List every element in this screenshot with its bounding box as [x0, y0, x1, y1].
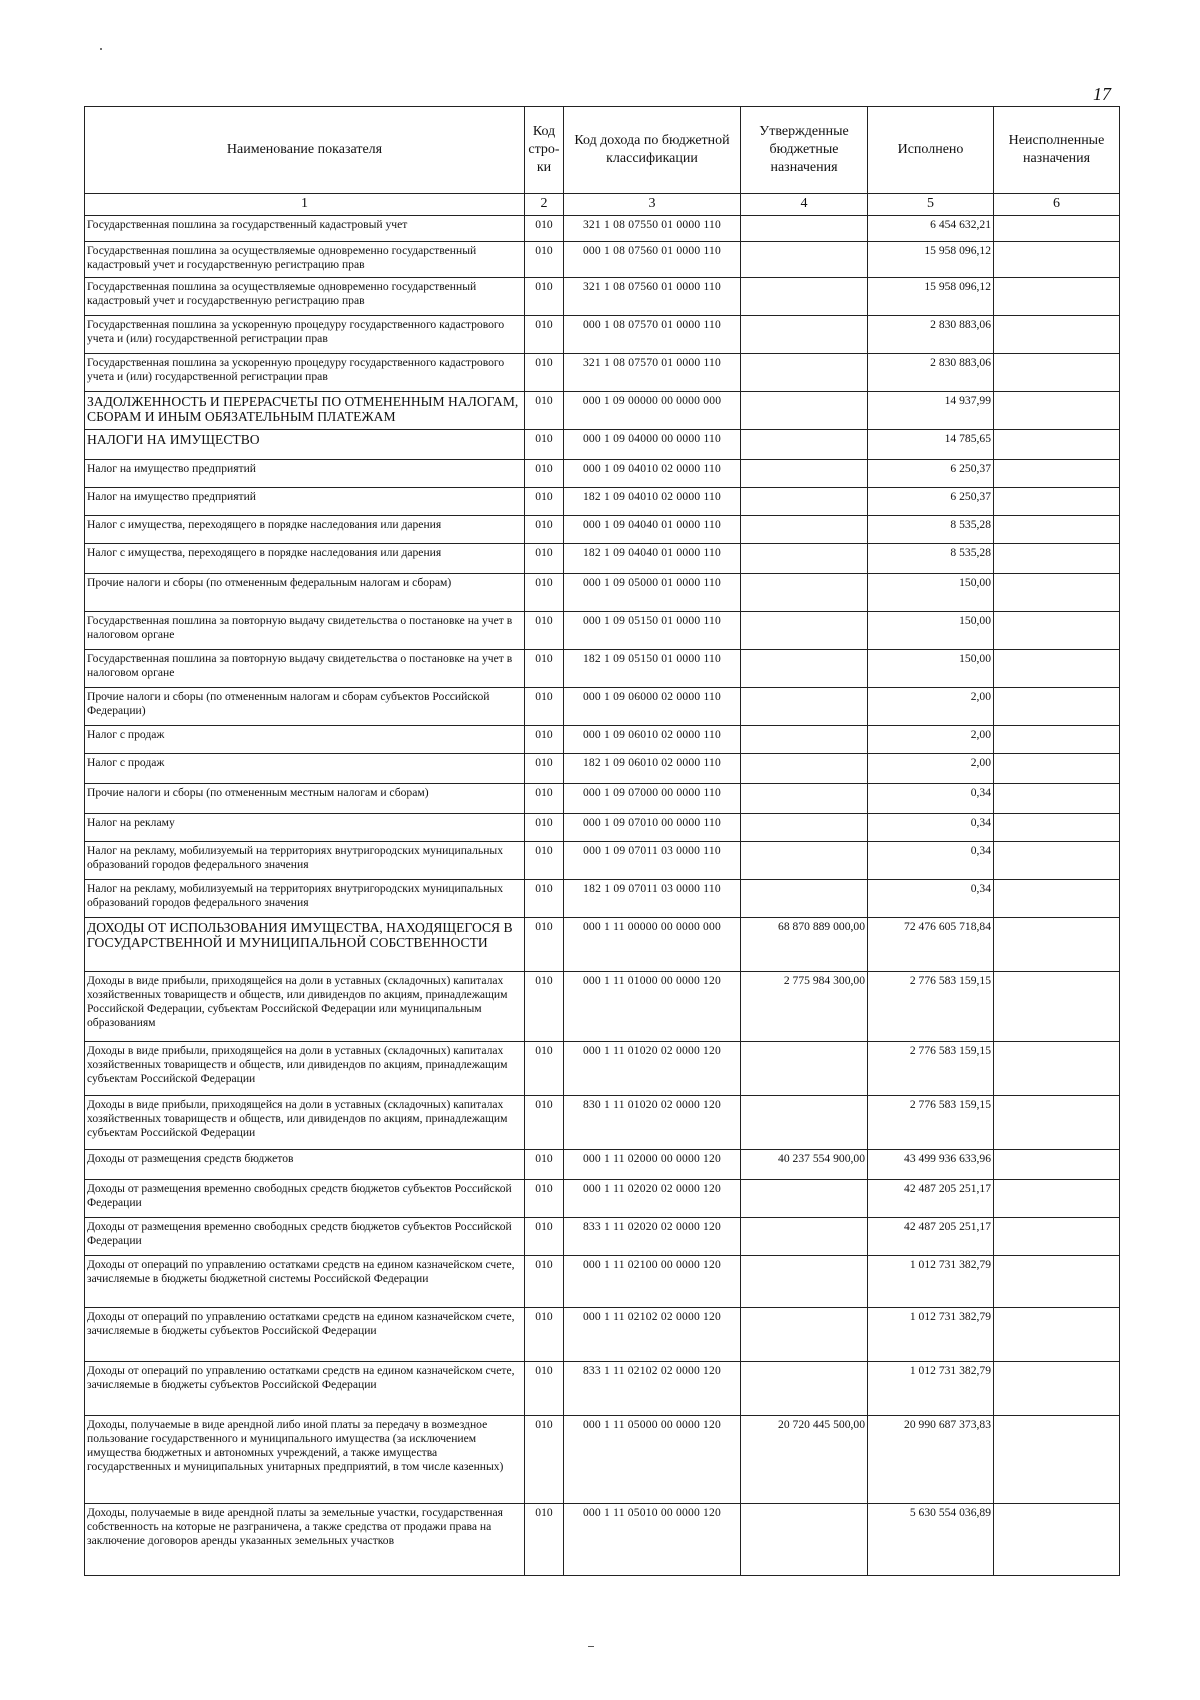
row-approved-amount: [741, 1217, 868, 1255]
col-header-approved: Утвержденные бюджетные назначения: [741, 107, 868, 194]
row-executed-amount: 6 454 632,21: [868, 215, 994, 241]
row-executed-amount: 1 012 731 382,79: [868, 1361, 994, 1415]
row-unexecuted-amount: [994, 487, 1120, 515]
row-executed-amount: 2,00: [868, 753, 994, 783]
row-approved-amount: 2 775 984 300,00: [741, 971, 868, 1041]
row-executed-amount: 2,00: [868, 725, 994, 753]
row-executed-amount: 5 630 554 036,89: [868, 1503, 994, 1575]
row-name: Государственная пошлина за повторную выдачу свидетельства о постановке на учет в налоговом органе: [85, 649, 525, 687]
table-body: [85, 215, 1120, 1575]
row-name: ЗАДОЛЖЕННОСТЬ И ПЕРЕРАСЧЕТЫ ПО ОТМЕНЕННЫМ НАЛОГАМ, СБОРАМ И ИНЫМ ОБЯЗАТЕЛЬНЫМ ПЛАТЕЖАМ: [85, 391, 525, 429]
row-approved-amount: [741, 315, 868, 353]
row-unexecuted-amount: [994, 917, 1120, 971]
row-kbk-code: 000 1 11 00000 00 0000 000: [564, 917, 741, 971]
row-unexecuted-amount: [994, 879, 1120, 917]
row-approved-amount: [741, 783, 868, 813]
table-row: [85, 429, 1120, 459]
row-approved-amount: [741, 1361, 868, 1415]
row-approved-amount: [741, 753, 868, 783]
row-name: Доходы от операций по управлению остатками средств на едином казначейском счете, зачисляемые в бюджеты бюджетной системы Российской Федерации: [85, 1255, 525, 1307]
row-line-code: 010: [525, 917, 564, 971]
row-executed-amount: 0,34: [868, 783, 994, 813]
row-kbk-code: 000 1 11 02100 00 0000 120: [564, 1255, 741, 1307]
row-executed-amount: 150,00: [868, 649, 994, 687]
row-executed-amount: 72 476 605 718,84: [868, 917, 994, 971]
row-kbk-code: 000 1 11 01020 02 0000 120: [564, 1041, 741, 1095]
col-header-line-code: Код стро- ки: [525, 107, 564, 194]
row-line-code: 010: [525, 573, 564, 611]
table-row: [85, 1255, 1120, 1307]
table-row: [85, 1415, 1120, 1503]
row-kbk-code: 321 1 08 07570 01 0000 110: [564, 353, 741, 391]
row-name: Налог с имущества, переходящего в порядке наследования или дарения: [85, 543, 525, 573]
row-name: Государственная пошлина за государственный кадастровый учет: [85, 215, 525, 241]
row-executed-amount: 6 250,37: [868, 459, 994, 487]
row-unexecuted-amount: [994, 783, 1120, 813]
row-executed-amount: 15 958 096,12: [868, 241, 994, 277]
row-line-code: 010: [525, 841, 564, 879]
row-executed-amount: 150,00: [868, 573, 994, 611]
table-row: [85, 753, 1120, 783]
row-unexecuted-amount: [994, 1503, 1120, 1575]
col-number: 3: [564, 194, 741, 216]
row-approved-amount: [741, 543, 868, 573]
col-header-kbk: Код дохода по бюджетной классификации: [564, 107, 741, 194]
row-name: Доходы в виде прибыли, приходящейся на доли в уставных (складочных) капиталах хозяйственных товариществ и обществ, или дивидендов по акциям, принадлежащим Российской Федерации, субъектам Российской Федерации или муниципальным образованиям: [85, 971, 525, 1041]
page-number: 17: [1093, 84, 1111, 104]
row-unexecuted-amount: [994, 1307, 1120, 1361]
row-unexecuted-amount: [994, 649, 1120, 687]
row-approved-amount: [741, 459, 868, 487]
row-unexecuted-amount: [994, 841, 1120, 879]
row-approved-amount: 68 870 889 000,00: [741, 917, 868, 971]
table-row: [85, 573, 1120, 611]
row-kbk-code: 833 1 11 02102 02 0000 120: [564, 1361, 741, 1415]
row-kbk-code: 321 1 08 07550 01 0000 110: [564, 215, 741, 241]
row-unexecuted-amount: [994, 1179, 1120, 1217]
row-executed-amount: 42 487 205 251,17: [868, 1217, 994, 1255]
row-approved-amount: [741, 391, 868, 429]
row-executed-amount: 2 830 883,06: [868, 353, 994, 391]
row-unexecuted-amount: [994, 277, 1120, 315]
row-line-code: 010: [525, 1503, 564, 1575]
table-row: [85, 783, 1120, 813]
row-line-code: 010: [525, 241, 564, 277]
row-line-code: 010: [525, 725, 564, 753]
table-row: [85, 1149, 1120, 1179]
row-name: Государственная пошлина за ускоренную процедуру государственного кадастрового учета и (или) государственной регистрации прав: [85, 353, 525, 391]
row-line-code: 010: [525, 783, 564, 813]
row-approved-amount: [741, 813, 868, 841]
row-unexecuted-amount: [994, 353, 1120, 391]
table-row: [85, 215, 1120, 241]
col-number: 2: [525, 194, 564, 216]
row-approved-amount: [741, 429, 868, 459]
table-row: [85, 813, 1120, 841]
row-line-code: 010: [525, 429, 564, 459]
row-kbk-code: 000 1 09 06000 02 0000 110: [564, 687, 741, 725]
row-line-code: 010: [525, 1179, 564, 1217]
row-kbk-code: 000 1 11 02000 00 0000 120: [564, 1149, 741, 1179]
row-unexecuted-amount: [994, 315, 1120, 353]
row-kbk-code: 000 1 09 00000 00 0000 000: [564, 391, 741, 429]
row-line-code: 010: [525, 215, 564, 241]
budget-revenue-table: [84, 106, 1120, 1576]
row-kbk-code: 000 1 09 05150 01 0000 110: [564, 611, 741, 649]
row-approved-amount: [741, 1095, 868, 1149]
row-kbk-code: 000 1 09 07000 00 0000 110: [564, 783, 741, 813]
row-line-code: 010: [525, 1217, 564, 1255]
row-name: Налог с продаж: [85, 725, 525, 753]
table-row: [85, 1041, 1120, 1095]
row-executed-amount: 14 785,65: [868, 429, 994, 459]
row-line-code: 010: [525, 391, 564, 429]
row-line-code: 010: [525, 649, 564, 687]
row-line-code: 010: [525, 315, 564, 353]
row-kbk-code: 000 1 09 05000 01 0000 110: [564, 573, 741, 611]
col-number: 6: [994, 194, 1120, 216]
row-executed-amount: 0,34: [868, 813, 994, 841]
table-row: [85, 353, 1120, 391]
row-line-code: 010: [525, 353, 564, 391]
row-unexecuted-amount: [994, 391, 1120, 429]
table-row: [85, 1361, 1120, 1415]
table-row: [85, 391, 1120, 429]
row-name: ДОХОДЫ ОТ ИСПОЛЬЗОВАНИЯ ИМУЩЕСТВА, НАХОДЯЩЕГОСЯ В ГОСУДАРСТВЕННОЙ И МУНИЦИПАЛЬНОЙ СОБСТВЕННОСТИ: [85, 917, 525, 971]
table-row: [85, 971, 1120, 1041]
table-row: [85, 277, 1120, 315]
table-row: [85, 487, 1120, 515]
row-name: Государственная пошлина за повторную выдачу свидетельства о постановке на учет в налоговом органе: [85, 611, 525, 649]
row-unexecuted-amount: [994, 1041, 1120, 1095]
row-line-code: 010: [525, 515, 564, 543]
table-row: [85, 611, 1120, 649]
row-line-code: 010: [525, 753, 564, 783]
row-name: Прочие налоги и сборы (по отмененным местным налогам и сборам): [85, 783, 525, 813]
row-name: Доходы, получаемые в виде арендной либо иной платы за передачу в возмездное пользование государственного и муниципального имущества (за исключением имущества бюджетных и автономных учреждений, а также имущества государственных и муниципальных унитарных предприятий, в том числе казенных): [85, 1415, 525, 1503]
row-line-code: 010: [525, 687, 564, 725]
row-kbk-code: 182 1 09 05150 01 0000 110: [564, 649, 741, 687]
row-unexecuted-amount: [994, 573, 1120, 611]
table-row: [85, 879, 1120, 917]
row-unexecuted-amount: [994, 1217, 1120, 1255]
row-kbk-code: 000 1 09 04040 01 0000 110: [564, 515, 741, 543]
row-kbk-code: 000 1 09 06010 02 0000 110: [564, 725, 741, 753]
row-executed-amount: 2 776 583 159,15: [868, 1095, 994, 1149]
table-row: [85, 515, 1120, 543]
row-executed-amount: 2,00: [868, 687, 994, 725]
row-executed-amount: 1 012 731 382,79: [868, 1255, 994, 1307]
row-name: Доходы от операций по управлению остатками средств на едином казначейском счете, зачисляемые в бюджеты субъектов Российской Федерации: [85, 1361, 525, 1415]
row-name: Государственная пошлина за ускоренную процедуру государственного кадастрового учета и (или) государственной регистрации прав: [85, 315, 525, 353]
row-executed-amount: 2 776 583 159,15: [868, 1041, 994, 1095]
col-header-name: Наименование показателя: [85, 107, 525, 194]
row-executed-amount: 43 499 936 633,96: [868, 1149, 994, 1179]
row-executed-amount: 15 958 096,12: [868, 277, 994, 315]
row-line-code: 010: [525, 1415, 564, 1503]
col-number: 4: [741, 194, 868, 216]
row-kbk-code: 000 1 09 07011 03 0000 110: [564, 841, 741, 879]
row-name: Налог с имущества, переходящего в порядке наследования или дарения: [85, 515, 525, 543]
row-line-code: 010: [525, 487, 564, 515]
row-name: Доходы от размещения временно свободных средств бюджетов субъектов Российской Федерации: [85, 1217, 525, 1255]
row-executed-amount: 14 937,99: [868, 391, 994, 429]
row-name: Доходы от операций по управлению остатками средств на едином казначейском счете, зачисляемые в бюджеты субъектов Российской Федерации: [85, 1307, 525, 1361]
row-name: Доходы в виде прибыли, приходящейся на доли в уставных (складочных) капиталах хозяйственных товариществ и обществ, или дивидендов по акциям, принадлежащим субъектам Российской Федерации: [85, 1095, 525, 1149]
row-unexecuted-amount: [994, 1255, 1120, 1307]
row-kbk-code: 000 1 09 07010 00 0000 110: [564, 813, 741, 841]
row-unexecuted-amount: [994, 543, 1120, 573]
row-approved-amount: 40 237 554 900,00: [741, 1149, 868, 1179]
table-row: [85, 687, 1120, 725]
row-name: Налог на рекламу: [85, 813, 525, 841]
row-name: Налог с продаж: [85, 753, 525, 783]
row-name: Прочие налоги и сборы (по отмененным федеральным налогам и сборам): [85, 573, 525, 611]
row-line-code: 010: [525, 971, 564, 1041]
row-approved-amount: [741, 1307, 868, 1361]
row-executed-amount: 2 776 583 159,15: [868, 971, 994, 1041]
table-row: [85, 459, 1120, 487]
row-approved-amount: [741, 879, 868, 917]
table-row: [85, 1095, 1120, 1149]
row-approved-amount: [741, 1041, 868, 1095]
row-name: Прочие налоги и сборы (по отмененным налогам и сборам субъектов Российской Федерации): [85, 687, 525, 725]
row-name: Доходы от размещения временно свободных средств бюджетов субъектов Российской Федерации: [85, 1179, 525, 1217]
row-kbk-code: 830 1 11 01020 02 0000 120: [564, 1095, 741, 1149]
row-executed-amount: 20 990 687 373,83: [868, 1415, 994, 1503]
row-executed-amount: 8 535,28: [868, 515, 994, 543]
row-executed-amount: 42 487 205 251,17: [868, 1179, 994, 1217]
row-approved-amount: [741, 611, 868, 649]
row-line-code: 010: [525, 1041, 564, 1095]
col-number: 1: [85, 194, 525, 216]
row-kbk-code: 833 1 11 02020 02 0000 120: [564, 1217, 741, 1255]
row-unexecuted-amount: [994, 687, 1120, 725]
table-row: [85, 1217, 1120, 1255]
table-header-row: [85, 107, 1120, 194]
row-line-code: 010: [525, 1149, 564, 1179]
column-number-row: [85, 194, 1120, 216]
row-unexecuted-amount: [994, 725, 1120, 753]
row-unexecuted-amount: [994, 1361, 1120, 1415]
row-name: Государственная пошлина за осуществляемые одновременно государственный кадастровый учет и государственную регистрацию прав: [85, 277, 525, 315]
row-approved-amount: [741, 841, 868, 879]
row-approved-amount: [741, 515, 868, 543]
row-unexecuted-amount: [994, 515, 1120, 543]
row-name: Налог на рекламу, мобилизуемый на территориях внутригородских муниципальных образований городов федерального значения: [85, 879, 525, 917]
row-kbk-code: 000 1 11 02020 02 0000 120: [564, 1179, 741, 1217]
row-kbk-code: 000 1 08 07560 01 0000 110: [564, 241, 741, 277]
row-name: Налог на рекламу, мобилизуемый на территориях внутригородских муниципальных образований городов федерального значения: [85, 841, 525, 879]
col-header-unexecuted: Неисполненные назначения: [994, 107, 1120, 194]
row-unexecuted-amount: [994, 241, 1120, 277]
row-kbk-code: 000 1 11 05010 00 0000 120: [564, 1503, 741, 1575]
scan-speck: [588, 1646, 594, 1647]
row-kbk-code: 000 1 11 02102 02 0000 120: [564, 1307, 741, 1361]
table-row: [85, 543, 1120, 573]
row-unexecuted-amount: [994, 611, 1120, 649]
row-approved-amount: [741, 1179, 868, 1217]
row-line-code: 010: [525, 1361, 564, 1415]
row-approved-amount: [741, 1255, 868, 1307]
row-line-code: 010: [525, 611, 564, 649]
row-unexecuted-amount: [994, 429, 1120, 459]
row-line-code: 010: [525, 1095, 564, 1149]
row-line-code: 010: [525, 1307, 564, 1361]
scan-speck: [100, 48, 102, 50]
table-row: [85, 917, 1120, 971]
row-line-code: 010: [525, 879, 564, 917]
row-approved-amount: [741, 687, 868, 725]
row-kbk-code: 000 1 11 05000 00 0000 120: [564, 1415, 741, 1503]
row-line-code: 010: [525, 459, 564, 487]
row-unexecuted-amount: [994, 753, 1120, 783]
row-approved-amount: [741, 215, 868, 241]
col-number: 5: [868, 194, 994, 216]
row-line-code: 010: [525, 813, 564, 841]
row-executed-amount: 0,34: [868, 841, 994, 879]
row-executed-amount: 0,34: [868, 879, 994, 917]
row-unexecuted-amount: [994, 459, 1120, 487]
row-kbk-code: 182 1 09 06010 02 0000 110: [564, 753, 741, 783]
row-executed-amount: 8 535,28: [868, 543, 994, 573]
row-kbk-code: 182 1 09 04040 01 0000 110: [564, 543, 741, 573]
row-unexecuted-amount: [994, 813, 1120, 841]
row-approved-amount: [741, 725, 868, 753]
row-kbk-code: 000 1 09 04010 02 0000 110: [564, 459, 741, 487]
row-line-code: 010: [525, 277, 564, 315]
row-unexecuted-amount: [994, 1415, 1120, 1503]
row-approved-amount: [741, 353, 868, 391]
row-kbk-code: 000 1 11 01000 00 0000 120: [564, 971, 741, 1041]
row-executed-amount: 2 830 883,06: [868, 315, 994, 353]
col-header-executed: Исполнено: [868, 107, 994, 194]
row-approved-amount: [741, 277, 868, 315]
row-unexecuted-amount: [994, 1149, 1120, 1179]
row-kbk-code: 000 1 08 07570 01 0000 110: [564, 315, 741, 353]
row-approved-amount: [741, 573, 868, 611]
row-kbk-code: 182 1 09 04010 02 0000 110: [564, 487, 741, 515]
row-name: Доходы от размещения средств бюджетов: [85, 1149, 525, 1179]
row-name: Государственная пошлина за осуществляемые одновременно государственный кадастровый учет и государственную регистрацию прав: [85, 241, 525, 277]
row-approved-amount: [741, 487, 868, 515]
row-line-code: 010: [525, 543, 564, 573]
table-row: [85, 1307, 1120, 1361]
row-executed-amount: 6 250,37: [868, 487, 994, 515]
row-kbk-code: 182 1 09 07011 03 0000 110: [564, 879, 741, 917]
row-name: НАЛОГИ НА ИМУЩЕСТВО: [85, 429, 525, 459]
row-kbk-code: 000 1 09 04000 00 0000 110: [564, 429, 741, 459]
row-executed-amount: 150,00: [868, 611, 994, 649]
row-approved-amount: [741, 649, 868, 687]
row-unexecuted-amount: [994, 1095, 1120, 1149]
row-line-code: 010: [525, 1255, 564, 1307]
table-row: [85, 315, 1120, 353]
row-name: Налог на имущество предприятий: [85, 487, 525, 515]
row-approved-amount: [741, 1503, 868, 1575]
row-unexecuted-amount: [994, 215, 1120, 241]
row-name: Доходы в виде прибыли, приходящейся на доли в уставных (складочных) капиталах хозяйственных товариществ и обществ, или дивидендов по акциям, принадлежащим субъектам Российской Федерации: [85, 1041, 525, 1095]
row-name: Доходы, получаемые в виде арендной платы за земельные участки, государственная собственность на которые не разграничена, а также средства от продажи права на заключение договоров аренды указанных земельных участков: [85, 1503, 525, 1575]
table-row: [85, 841, 1120, 879]
row-approved-amount: [741, 241, 868, 277]
row-name: Налог на имущество предприятий: [85, 459, 525, 487]
row-unexecuted-amount: [994, 971, 1120, 1041]
table-row: [85, 1179, 1120, 1217]
row-approved-amount: 20 720 445 500,00: [741, 1415, 868, 1503]
row-executed-amount: 1 012 731 382,79: [868, 1307, 994, 1361]
table-row: [85, 241, 1120, 277]
table-row: [85, 1503, 1120, 1575]
table-row: [85, 725, 1120, 753]
table-row: [85, 649, 1120, 687]
row-kbk-code: 321 1 08 07560 01 0000 110: [564, 277, 741, 315]
